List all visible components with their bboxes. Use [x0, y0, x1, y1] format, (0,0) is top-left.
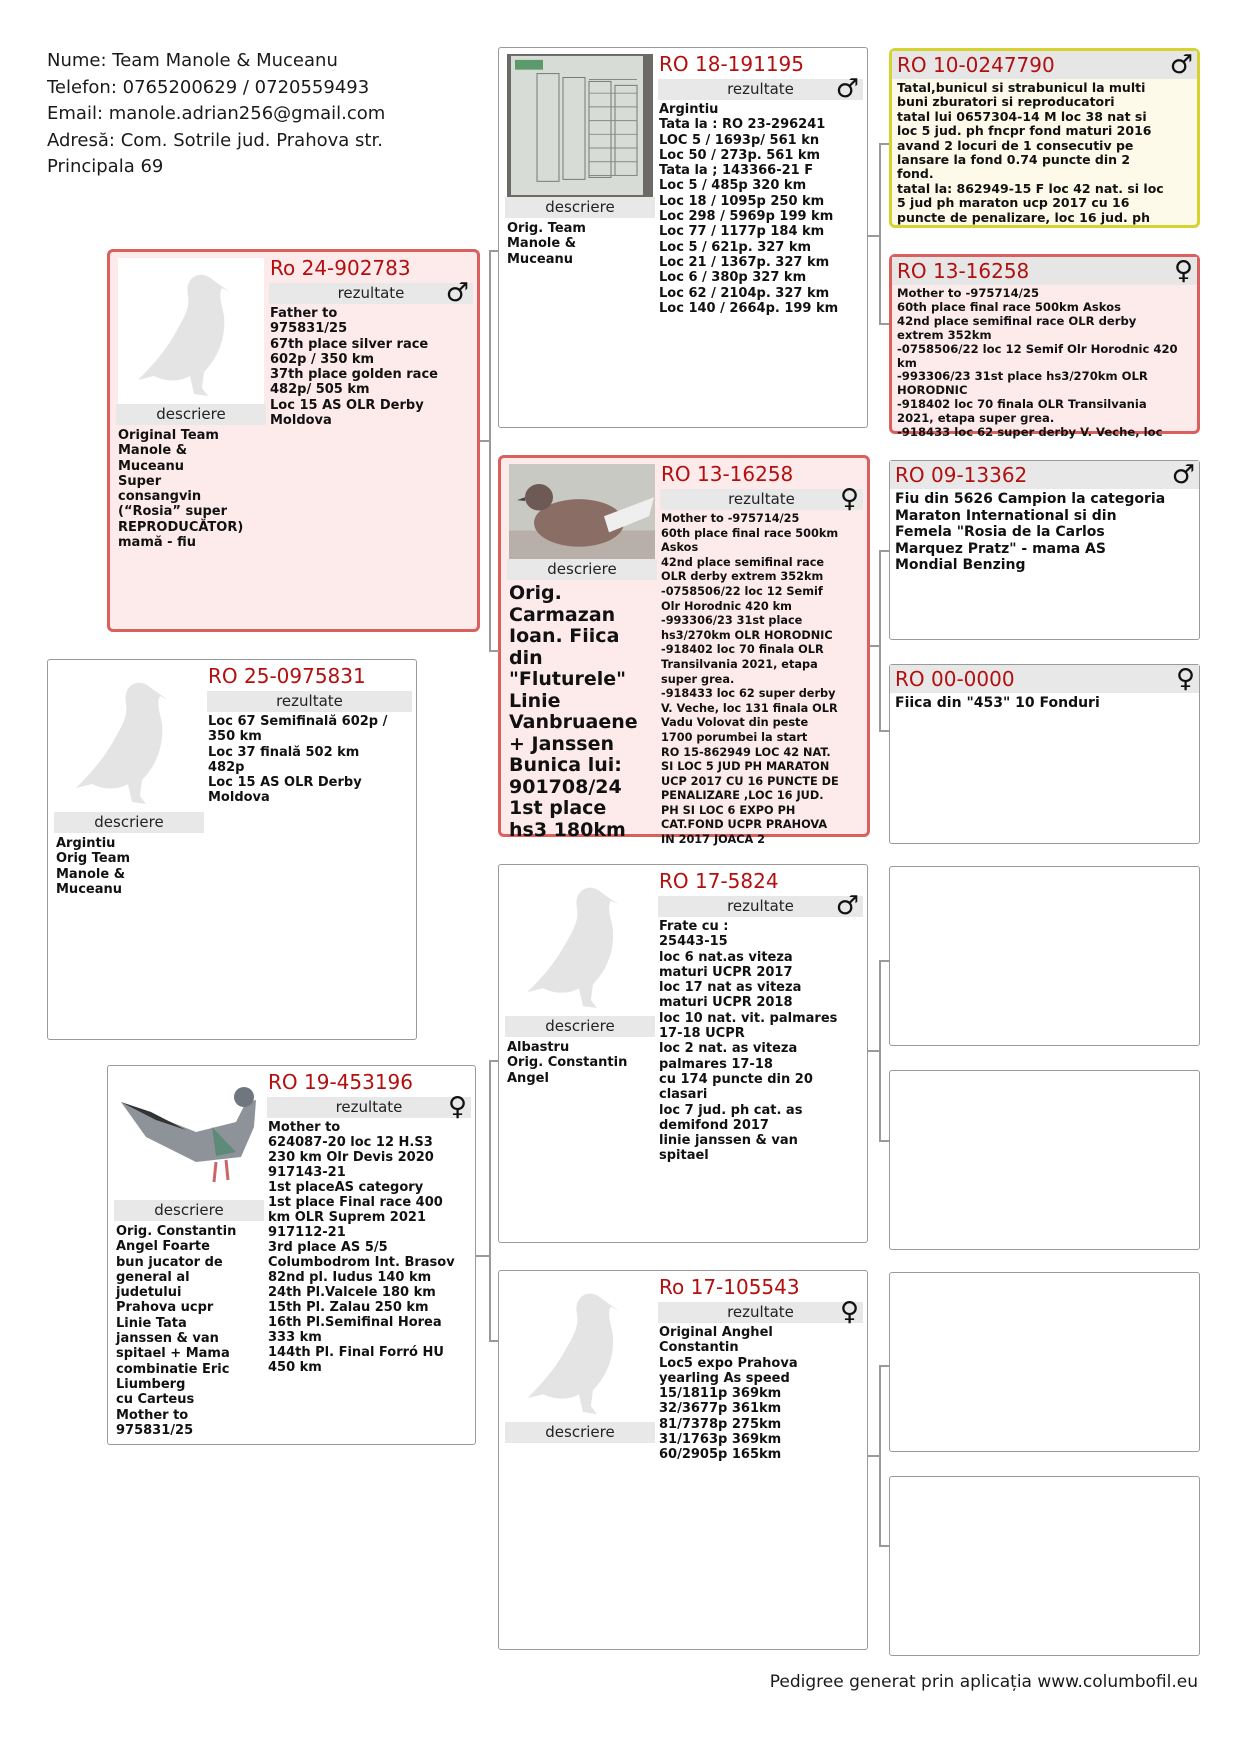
ancestor-card[interactable] [889, 664, 1200, 844]
pedigree-connector-line [489, 1340, 499, 1342]
male-symbol-icon: ♂ [445, 278, 469, 308]
ring-number: RO 00-0000 [895, 667, 1015, 691]
pedigree-connector-line [879, 550, 881, 730]
pedigree-connector-line [476, 1255, 490, 1257]
pigeon-results: Mother to -975714/25 60th place final race 500km Askos 42nd place semifinal race OLR derby extrem 352km -0758506/22 loc 12 Semif Olr Horodnic 420 km -993306/23 31st place hs3/270km OLR HORODNIC -918402 loc 70 finala OLR Transilvania 2021, etapa super grea. -918433 loc 62 super derby V. Veche, loc 131 finala OLR Vadu Volovat din peste 1700 porumbei la start RO 15-862949 LOC 42 NAT. SI LOC 5 JUD PH MARATON UCP 2017 CU 16 PUNCTE DE PENALIZARE ,LOC 16 JUD. PH SI LOC 6 EXPO PH CAT.FOND UCPR PRAHOVA IN 2017 JOACA 2 [661, 512, 839, 847]
female-symbol-icon: ♀ [839, 1297, 859, 1327]
owner-name: Nume: Team Manole & Muceanu [47, 50, 338, 71]
pedigree-connector-line [879, 143, 881, 323]
ancestor-notes: Tatal,bunicul si strabunicul la multi buni zburatori si reproducatori tatal lui 0657304-14 M loc 38 nat si loc 5 jud. ph fncpr fond maturi 2016 avand 2 locuri de 1 consecutiv pe lansare la fond 0.74 puncte din 2 fond. tatal la: 862949-15 F loc 42 nat. si loc 5 jud ph maraton ucp 2017 cu 16 puncte de penalizare, loc 16 jud. ph [897, 80, 1164, 225]
female-symbol-icon: ♀ [1173, 256, 1193, 286]
card-header [890, 461, 1199, 489]
pedigree-connector-line [868, 1455, 880, 1457]
description-tab[interactable]: descriere [505, 1016, 655, 1037]
pigeon-photo[interactable] [56, 666, 202, 812]
ancestor-card[interactable] [889, 254, 1200, 440]
pigeon-card-sire[interactable] [107, 249, 480, 632]
pigeon-photo[interactable] [507, 1277, 653, 1422]
male-symbol-icon: ♂ [1171, 460, 1195, 490]
ancestor-card[interactable] [889, 1476, 1200, 1656]
pedigree-connector-line [879, 550, 889, 552]
pigeon-card-dam-sire[interactable] [498, 864, 868, 1243]
female-symbol-icon: ♀ [1175, 664, 1195, 694]
ancestor-card[interactable] [889, 48, 1200, 228]
female-symbol-icon: ♀ [447, 1092, 467, 1122]
pigeon-description: Albastru Orig. Constantin Angel [507, 1040, 628, 1086]
pigeon-description: Argintiu Orig Team Manole & Muceanu [56, 836, 131, 897]
pigeon-card-subject[interactable] [47, 659, 417, 1040]
pigeon-results: Argintiu Tata la : RO 23-296241 LOC 5 / 1693p/ 561 kn Loc 50 / 273p. 561 km Tata la ; 143366-21 F Loc 5 / 485p 320 km Loc 18 / 1095p 250 km Loc 298 / 5969p 199 km Loc 77 / 1177p 184 km Loc 5 / 621p. 327 km Loc 21 / 1367p. 327 km Loc 6 / 380p 327 km Loc 62 / 2104p. 327 km Loc 140 / 2664p. 199 km [659, 102, 839, 316]
ancestor-notes: Fiu din 5626 Campion la categoria Maraton International si din Femela "Rosia de la Carlos Marquez Pratz" - mama AS Mondial Benzing [895, 491, 1166, 573]
results-tab[interactable]: rezultate [207, 691, 412, 712]
pedigree-connector-line [489, 1060, 499, 1062]
pigeon-card-sire-sire[interactable] [498, 47, 868, 428]
ring-number: RO 17-5824 [659, 869, 779, 893]
ring-number: RO 10-0247790 [897, 53, 1055, 77]
pedigree-connector-line [489, 1060, 491, 1340]
ancestor-card[interactable] [889, 460, 1200, 640]
owner-email: Email: manole.adrian256@gmail.com [47, 103, 386, 124]
card-header [892, 257, 1197, 285]
results-tab[interactable]: rezultate ♀ [658, 1302, 863, 1323]
description-tab[interactable]: descriere [114, 1200, 264, 1221]
pigeon-card-dam[interactable] [107, 1065, 476, 1445]
results-tab[interactable]: rezultate ♂ [658, 79, 863, 100]
pigeon-results: Father to 975831/25 67th place silver race 602p / 350 km 37th place golden race 482p/ 505 km Loc 15 AS OLR Derby Moldova [270, 306, 438, 429]
pigeon-photo[interactable] [507, 54, 653, 197]
pigeon-description: Original Team Manole & Muceanu Super consangvin (“Rosia” super REPRODUCĂTOR) mamă - fiu [118, 428, 244, 551]
pedigree-connector-line [879, 1365, 889, 1367]
pigeon-results: Loc 67 Semifinală 602p / 350 km Loc 37 finală 502 km 482p Loc 15 AS OLR Derby Moldova [208, 714, 388, 806]
ring-number: RO 13-16258 [661, 462, 794, 486]
results-tab[interactable]: rezultate ♂ [658, 896, 863, 917]
pigeon-description: Orig. Team Manole & Muceanu [507, 221, 586, 267]
description-tab[interactable]: descriere [507, 559, 657, 580]
pedigree-connector-line [868, 235, 880, 237]
female-symbol-icon: ♀ [839, 484, 859, 514]
description-tab[interactable]: descriere [505, 197, 655, 218]
pedigree-connector-line [879, 960, 889, 962]
ring-number: RO 25-0975831 [208, 664, 366, 688]
pedigree-connector-line [879, 1140, 889, 1142]
pigeon-photo[interactable] [116, 1072, 262, 1200]
pigeon-results: Frate cu : 25443-15 loc 6 nat.as viteza maturi UCPR 2017 loc 17 nat as viteza maturi UCPR 2018 loc 10 nat. vit. palmares 17-18 UCPR loc 2 nat. as viteza palmares 17-18 cu 174 puncte din 20 clasari loc 7 jud. ph cat. as demifond 2017 linie janssen & van spitael [659, 919, 838, 1164]
owner-address: Adresă: Com. Sotrile jud. Prahova str. Principala 69 [47, 129, 383, 177]
ring-number: RO 18-191195 [659, 52, 805, 76]
pedigree-connector-line [489, 250, 499, 252]
card-header [892, 51, 1197, 79]
ring-number: RO 13-16258 [897, 259, 1030, 283]
description-tab[interactable]: descriere [116, 404, 266, 425]
owner-phone: Telefon: 0765200629 / 0720559493 [47, 76, 370, 98]
owner-info [47, 48, 427, 181]
pigeon-photo[interactable] [507, 871, 653, 1016]
results-tab[interactable]: rezultate ♂ [269, 283, 473, 304]
pigeon-card-sire-dam[interactable] [498, 455, 870, 847]
male-symbol-icon: ♂ [835, 891, 859, 921]
pigeon-results: Original Anghel Constantin Loc5 expo Prahova yearling As speed 15/1811p 369km 32/3677p 361km 81/7378p 275km 31/1763p 369km 60/2905p 165km [659, 1325, 798, 1463]
male-symbol-icon: ♂ [1169, 50, 1193, 80]
ancestor-card[interactable] [889, 866, 1200, 1046]
pigeon-photo[interactable] [118, 258, 264, 404]
pigeon-results: Mother to 624087-20 loc 12 H.S3 230 km Olr Devis 2020 917143-21 1st placeAS category 1st place Final race 400 km OLR Suprem 2021 917112-21 3rd place AS 5/5 Columbodrom Int. Brasov 82nd pl. Iudus 140 km 24th Pl.Valcele 180 km 15th Pl. Zalau 250 km 16th Pl.Semifinal Horea 333 km 144th Pl. Final Forró HU 450 km [268, 1120, 455, 1375]
ring-number: Ro 24-902783 [270, 256, 411, 280]
ancestor-card[interactable] [889, 1070, 1200, 1250]
male-symbol-icon: ♂ [835, 74, 859, 104]
pigeon-card-dam-dam[interactable] [498, 1270, 868, 1650]
pedigree-connector-line [879, 143, 889, 145]
card-header [890, 665, 1199, 693]
pigeon-description: Orig. Carmazan Ioan. Fiica din "Fluturele" Linie Vanbruaene + Janssen Bunica lui: 901708/24 1st place hs3 180km [509, 582, 638, 841]
results-tab[interactable]: rezultate ♀ [267, 1097, 471, 1118]
pigeon-photo[interactable] [509, 464, 655, 559]
pedigree-connector-line [868, 1050, 880, 1052]
pedigree-connector-line [879, 730, 889, 732]
ancestor-card[interactable] [889, 1272, 1200, 1452]
ancestor-notes: Fiica din "453" 10 Fonduri [895, 695, 1100, 711]
pedigree-connector-line [879, 323, 889, 325]
footer-credit: Pedigree generat prin aplicația www.columbofil.eu [769, 1672, 1198, 1692]
ring-number: Ro 17-105543 [659, 1275, 800, 1299]
pedigree-connector-line [879, 1545, 889, 1547]
pedigree-connector-line [870, 645, 880, 647]
pedigree-connector-line [480, 440, 490, 442]
ring-number: RO 09-13362 [895, 463, 1028, 487]
pedigree-connector-line [489, 650, 499, 652]
results-tab[interactable]: rezultate ♀ [660, 489, 863, 510]
pedigree-connector-line [489, 250, 491, 650]
description-tab[interactable]: descriere [54, 812, 204, 833]
ancestor-notes: Mother to -975714/25 60th place final race 500km Askos 42nd place semifinal race OLR derby extrem 352km -0758506/22 loc 12 Semif Olr Horodnic 420 km -993306/23 31st place hs3/270km OLR HORODNIC -918402 loc 70 finala OLR Transilvania 2021, etapa super grea. -918433 loc 62 super derby V. Veche, loc [897, 286, 1178, 440]
description-tab[interactable]: descriere [505, 1422, 655, 1443]
pigeon-description: Orig. Constantin Angel Foarte bun jucator de general al judetului Prahova ucpr Linie Tata janssen & van spitael + Mama combinatie Eric Liumberg cu Carteus Mother to 975831/25 [116, 1224, 237, 1438]
ring-number: RO 19-453196 [268, 1070, 414, 1094]
